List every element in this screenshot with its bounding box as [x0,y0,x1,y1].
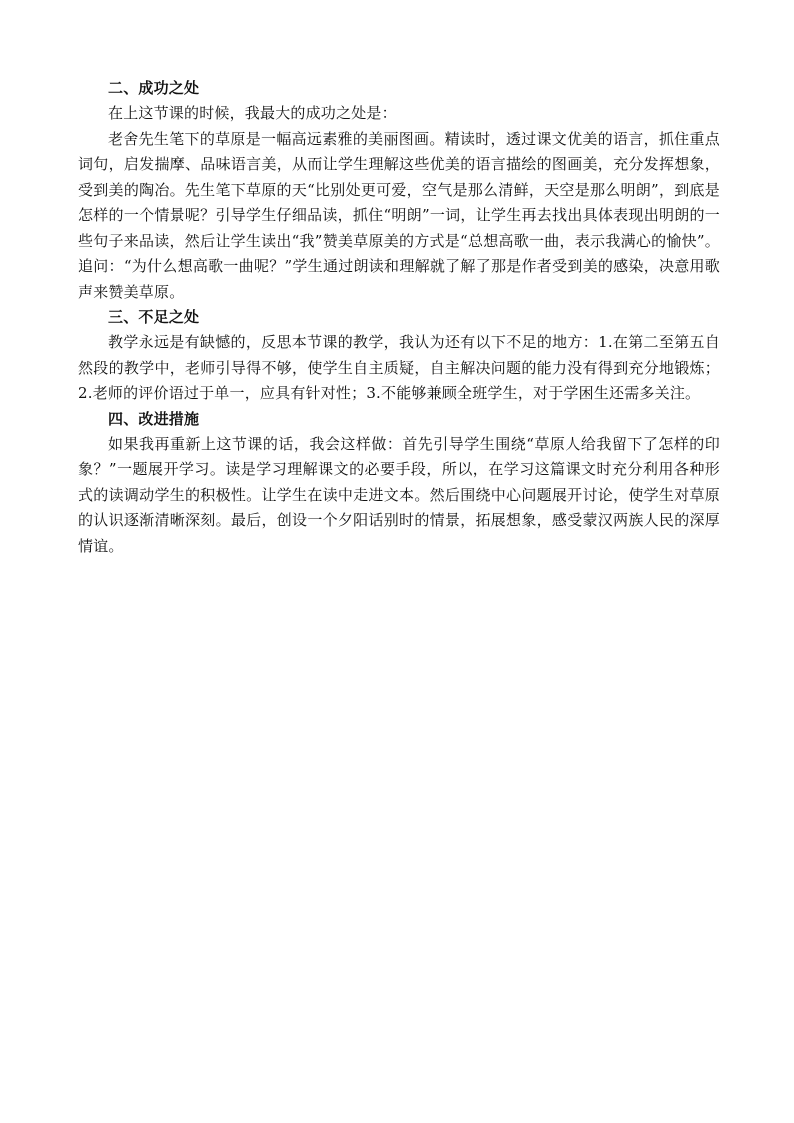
success-detail-paragraph: 老舍先生笔下的草原是一幅高远素雅的美丽图画。精读时，透过课文优美的语言，抓住重点词句，启发揣摩、品味语言美，从而让学生理解这些优美的语言描绘的图画美，充分发挥想象，受到美的陶冶。先生笔下草原的天“比别处更可爱，空气是那么清鲜，天空是那么明朗”，到底是怎样的一个情景呢？引导学生仔细品读，抓住“明朗”一词，让学生再去找出具体表现出明朗的一些句子来品读，然后让学生读出“我”赞美草原美的方式是“总想高歌一曲，表示我满心的愉快”。追问：“为什么想高歌一曲呢？”学生通过朗读和理解就了解了那是作者受到美的感染，决意用歌声来赞美草原。 [78,129,720,301]
section-heading-shortcomings: 三、不足之处 [108,308,200,326]
document-body [78,76,720,559]
section-shortcomings [78,305,720,407]
improvements-paragraph: 如果我再重新上这节课的话，我会这样做：首先引导学生围绕“草原人给我留下了怎样的印象？”一题展开学习。读是学习理解课文的必要手段，所以，在学习这篇课文时充分利用各种形式的读调动学生的积极性。让学生在读中走进文本。然后围绕中心问题展开讨论，使学生对草原的认识逐渐清晰深刻。最后，创设一个夕阳话别时的情景，拓展想象，感受蒙汉两族人民的深厚情谊。 [78,434,720,555]
shortcomings-paragraph: 教学永远是有缺憾的，反思本节课的教学，我认为还有以下不足的地方：1.在第二至第五自然段的教学中，老师引导得不够，使学生自主质疑，自主解决问题的能力没有得到充分地锻炼；2.老师的评价语过于单一，应具有针对性；3.不能够兼顾全班学生，对于学困生还需多关注。 [78,333,720,402]
section-heading-success: 二、成功之处 [108,79,200,97]
section-success [78,76,720,305]
success-intro-paragraph: 在上这节课的时候，我最大的成功之处是： [108,104,397,122]
section-improvements [78,407,720,560]
section-heading-improvements: 四、改进措施 [108,409,200,428]
